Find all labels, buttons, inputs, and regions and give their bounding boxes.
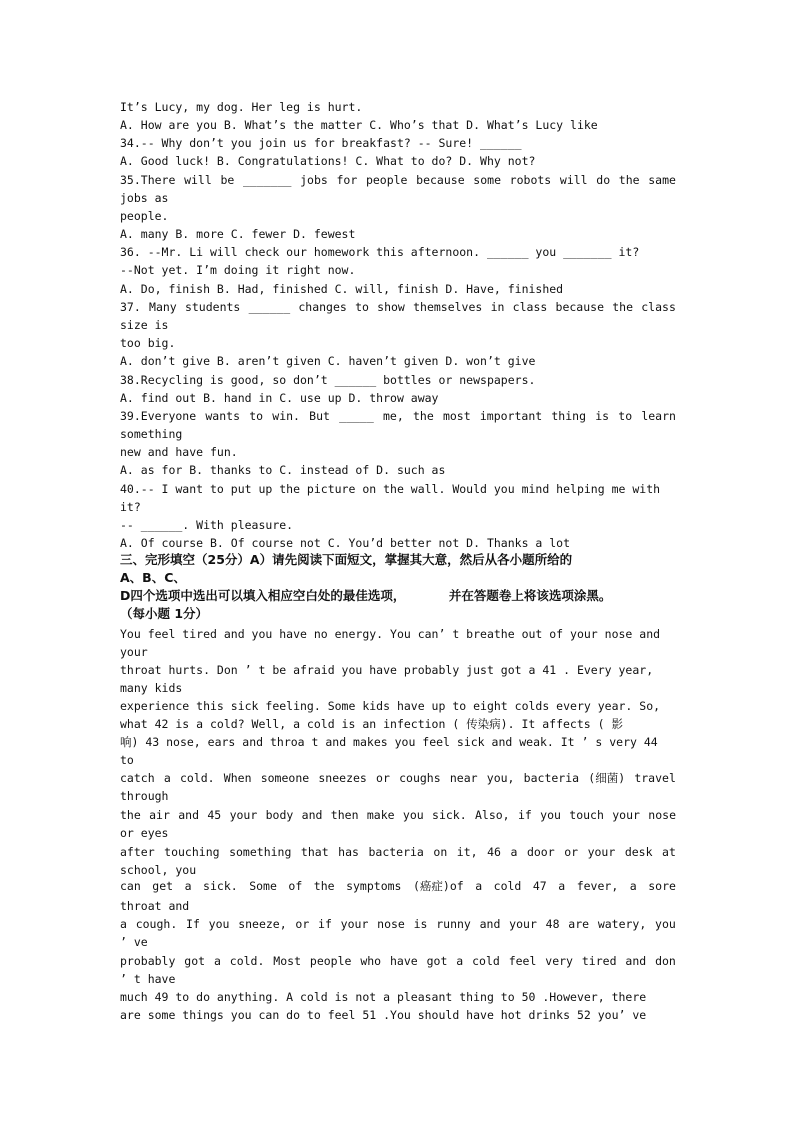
word: and	[178, 808, 200, 822]
text-line: it?	[120, 500, 141, 514]
word: desk	[624, 845, 653, 859]
text-line: new and have fun.	[120, 445, 238, 459]
word: symptoms	[346, 879, 402, 893]
text-line: throat hurts. Don ’ t be afraid you have probably just got a 41 . Every year,	[120, 663, 654, 677]
word: cold.	[229, 954, 265, 968]
text-line-justified	[120, 300, 676, 315]
word: touching	[164, 845, 220, 859]
word: Most	[273, 954, 301, 968]
text-line: many kids	[120, 681, 183, 695]
word: your	[229, 808, 258, 822]
text-line: -- ______. With pleasure.	[120, 518, 294, 532]
word: fever,	[576, 879, 619, 893]
word: you	[655, 917, 676, 931]
word: near	[449, 771, 478, 785]
word: cold	[472, 954, 500, 968]
word: class	[641, 300, 676, 314]
word: a	[629, 879, 637, 893]
word: sore	[648, 879, 676, 893]
word: Also,	[474, 808, 510, 822]
word: thing	[551, 409, 586, 423]
text-line-justified	[120, 954, 676, 969]
word: is	[595, 409, 610, 423]
word: 37.	[120, 300, 141, 314]
word: _____	[339, 409, 374, 423]
word: will	[184, 173, 212, 187]
word: door	[526, 845, 555, 859]
text-line: It’s Lucy, my dog. Her leg is hurt.	[120, 100, 363, 114]
text-line: A. many B. more C. fewer D. fewest	[120, 227, 356, 241]
word: for	[336, 173, 358, 187]
word: themselves	[413, 300, 483, 314]
word: 47	[532, 879, 547, 893]
word: travel	[634, 771, 676, 785]
text-line-justified	[120, 845, 676, 860]
text-line: something	[120, 427, 183, 441]
word: will	[559, 173, 588, 187]
word: nose	[377, 917, 405, 931]
word: cough.	[135, 917, 178, 931]
word: because	[555, 300, 604, 314]
word: _______	[242, 173, 292, 187]
word: a	[510, 845, 518, 859]
word: you	[208, 917, 230, 931]
word: people	[365, 173, 408, 187]
word: probably	[120, 954, 176, 968]
word: your	[340, 917, 369, 931]
word: you,	[486, 771, 515, 785]
word: Many	[149, 300, 177, 314]
word: at	[662, 845, 676, 859]
text-line: to	[120, 753, 134, 767]
word: cold	[493, 879, 522, 893]
word: and	[301, 808, 323, 822]
text-line: school, you	[120, 863, 197, 877]
word: 35.There	[120, 173, 176, 187]
word: important	[479, 409, 543, 423]
word: got	[426, 954, 448, 968]
text-line: experience this sick feeling. Some kids have up to eight colds every year. So,	[120, 699, 661, 713]
word: 45	[207, 808, 222, 822]
word: to	[249, 409, 264, 423]
word: and	[625, 954, 647, 968]
text-line: 38.Recycling is good, so don’t ______ bottles or newspapers.	[120, 373, 536, 387]
word: do	[596, 173, 611, 187]
word: students	[184, 300, 241, 314]
text-line: You feel tired and you have no energy. You can’ t breathe out of your nose and	[120, 627, 661, 641]
word: win.	[272, 409, 300, 423]
word: runny	[436, 917, 471, 931]
text-line-justified	[120, 173, 676, 188]
word: 39.Everyone	[120, 409, 197, 423]
word: Some	[249, 879, 277, 893]
word: catch	[120, 771, 155, 785]
word: your	[509, 917, 537, 931]
word: jobs	[300, 173, 328, 187]
word: has	[338, 845, 359, 859]
word: your	[587, 845, 616, 859]
word: that	[300, 845, 329, 859]
text-line: throat and	[120, 899, 190, 913]
word: very	[545, 954, 573, 968]
word: after	[120, 845, 155, 859]
word: the	[120, 808, 141, 822]
word: someone	[260, 771, 310, 785]
word: on	[433, 845, 448, 859]
text-line-justified	[120, 879, 676, 894]
word: coughs	[399, 771, 441, 785]
word: make	[366, 808, 395, 822]
word: the	[313, 879, 335, 893]
text-line: people.	[120, 209, 169, 223]
text-line: A. don’t give B. aren’t given C. haven’t given D. won’t give	[120, 354, 536, 368]
word: body	[265, 808, 294, 822]
word: if	[517, 808, 532, 822]
word: don	[655, 954, 676, 968]
word: a	[456, 954, 464, 968]
word: and	[479, 917, 501, 931]
text-line: much 49 to do anything. A cold is not a pleasant thing to 50 .However, there	[120, 990, 647, 1004]
word: air	[149, 808, 170, 822]
word: you	[402, 808, 424, 822]
text-line: 响) 43 nose, ears and throa t and makes you feel sick and weak. It ’ s very 44	[120, 735, 658, 749]
word: feel	[508, 954, 537, 968]
word: a	[558, 879, 566, 893]
word: or	[564, 845, 579, 859]
word: then	[330, 808, 359, 822]
text-line: ’ t have	[120, 972, 176, 986]
text-line-justified	[120, 771, 676, 786]
text-line: your	[120, 645, 148, 659]
text-line: jobs as	[120, 191, 169, 205]
word: a	[475, 879, 483, 893]
word: the	[412, 409, 434, 423]
section-heading: 三、完形填空（25分）A）请先阅读下面短文，掌握其大意，然后从各小题所给的	[120, 552, 573, 567]
text-line-justified	[120, 808, 676, 823]
word: sneezes	[318, 771, 367, 785]
word: cold.	[179, 771, 215, 785]
text-line: A. Of course B. Of course not C. You’d better not D. Thanks a lot	[120, 536, 571, 550]
word: be	[220, 173, 235, 187]
text-line: too big.	[120, 336, 176, 350]
word: changes	[298, 300, 347, 314]
word: because	[416, 173, 465, 187]
word: (癌症)of	[412, 879, 464, 893]
word: wants	[205, 409, 240, 423]
word: (细菌)	[588, 771, 626, 785]
word: a	[184, 879, 192, 893]
word: are	[568, 917, 590, 931]
word: it,	[456, 845, 478, 859]
word: sick.	[432, 808, 467, 822]
word: some	[473, 173, 501, 187]
word: robots	[509, 173, 552, 187]
word: who	[360, 954, 382, 968]
word: class	[512, 300, 548, 314]
text-line: are some things you can do to feel 51 .You should have hot drinks 52 you’ ve	[120, 1008, 647, 1022]
word: in	[490, 300, 505, 314]
text-line: A. How are you B. What’s the matter C. Who’s that D. What’s Lucy like	[120, 118, 598, 132]
word: me,	[382, 409, 404, 423]
word: of	[288, 879, 303, 893]
text-line: --Not yet. I’m doing it right now.	[120, 263, 356, 277]
text-line: what 42 is a cold? Well, a cold is an infection ( 传染病). It affects ( 影	[120, 717, 623, 731]
word: or	[295, 917, 310, 931]
word: the	[618, 173, 640, 187]
text-line-justified	[120, 917, 676, 932]
word: got	[184, 954, 206, 968]
section-heading: D四个选项中选出可以填入相应空白处的最佳选项， 并在答题卷上将该选项涂黑。	[120, 588, 612, 603]
text-line: or eyes	[120, 826, 169, 840]
text-line-justified	[120, 409, 676, 424]
word: watery,	[597, 917, 647, 931]
word: 48	[545, 917, 560, 931]
word: bacteria	[523, 771, 580, 785]
text-line: A. find out B. hand in C. use up D. throw away	[120, 391, 439, 405]
word: same	[648, 173, 676, 187]
text-line: A. as for B. thanks to C. instead of D. such as	[120, 463, 446, 477]
word: sick.	[203, 879, 238, 893]
word: get	[152, 879, 174, 893]
word: the	[612, 300, 634, 314]
word: people	[309, 954, 352, 968]
word: if	[318, 917, 332, 931]
word: touch	[569, 808, 604, 822]
word: a	[120, 917, 127, 931]
word: or	[376, 771, 390, 785]
word: sneeze,	[238, 917, 287, 931]
word: tired	[581, 954, 617, 968]
word: is	[413, 917, 428, 931]
text-line: ’ ve	[120, 935, 148, 949]
word: have	[390, 954, 418, 968]
text-line: 34.-- Why don’t you join us for breakfast? -- Sure! ______	[120, 136, 522, 150]
word: you	[540, 808, 561, 822]
section-heading: A、B、C、	[120, 570, 186, 585]
text-line: size is	[120, 318, 169, 332]
word: But	[309, 409, 330, 423]
word: When	[223, 771, 252, 785]
word: learn	[641, 409, 676, 423]
text-line: A. Good luck! B. Congratulations! C. What to do? D. Why not?	[120, 154, 536, 168]
text-line: 40.-- I want to put up the picture on the wall. Would you mind helping me with	[120, 482, 661, 496]
word: nose	[648, 808, 676, 822]
word: a	[163, 771, 171, 785]
word: something	[229, 845, 292, 859]
text-line: A. Do, finish B. Had, finished C. will, finish D. Have, finished	[120, 282, 564, 296]
text-line: 36. --Mr. Li will check our homework this afternoon. ______ you _______ it?	[120, 245, 640, 259]
word: to	[618, 409, 633, 423]
text-line: through	[120, 789, 169, 803]
word: 46	[487, 845, 501, 859]
word: bacteria	[368, 845, 424, 859]
word: most	[442, 409, 471, 423]
word: to	[355, 300, 369, 314]
word: If	[186, 917, 200, 931]
word: ______	[248, 300, 291, 314]
word: your	[612, 808, 640, 822]
word: show	[377, 300, 405, 314]
word: a	[213, 954, 221, 968]
section-heading: （每小题 1分）	[120, 606, 209, 621]
word: can	[120, 879, 141, 893]
